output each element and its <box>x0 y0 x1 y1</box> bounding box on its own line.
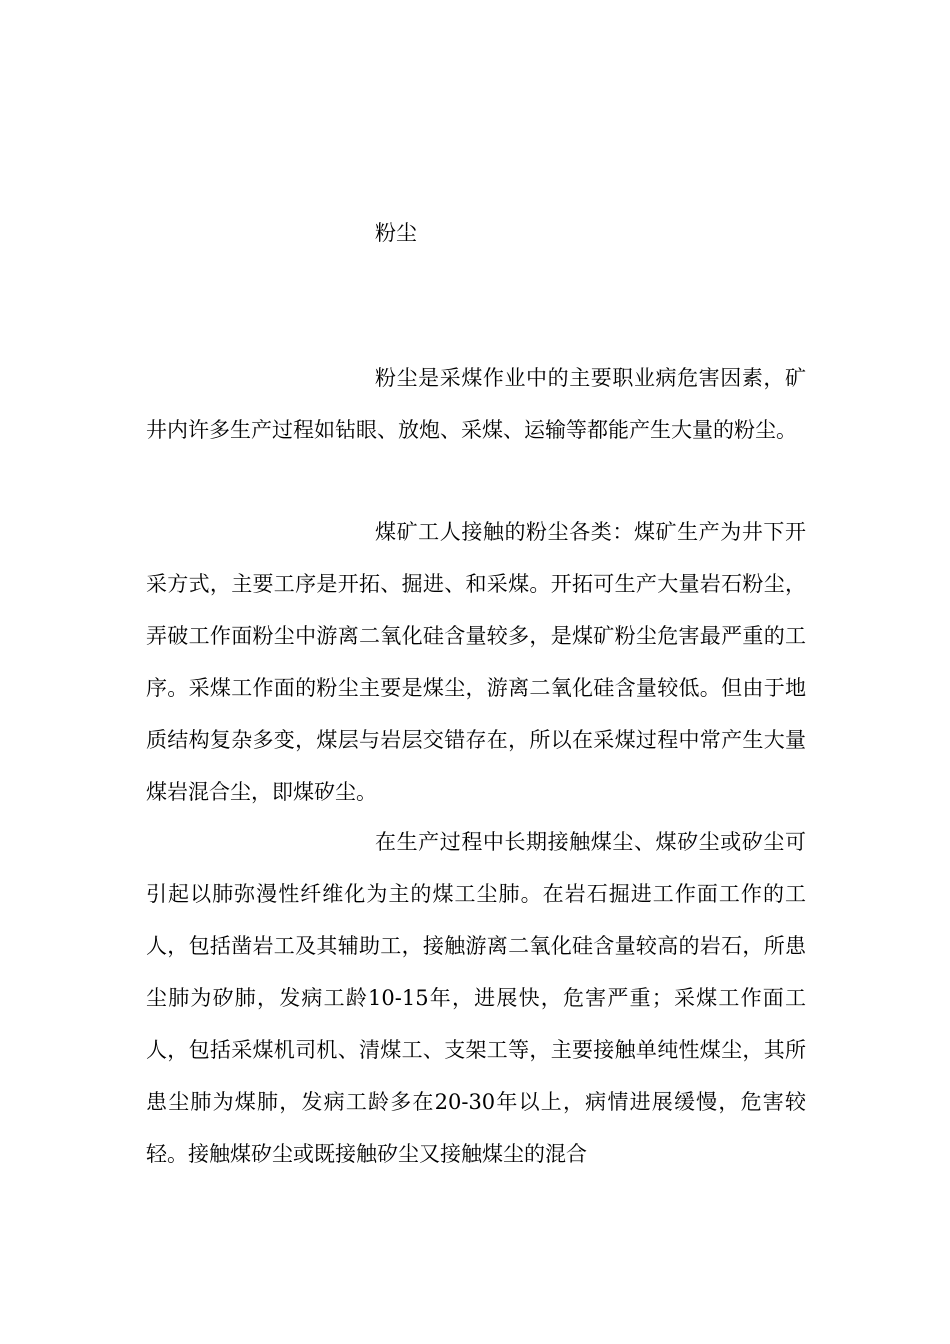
paragraph-3-container <box>146 816 806 1180</box>
paragraph-1-container <box>146 352 806 456</box>
paragraph-dust-hazard: 粉尘是采煤作业中的主要职业病危害因素，矿井内许多生产过程如钻眼、放炮、采煤、运输等都能产生大量的粉尘。 <box>146 366 806 442</box>
paragraph-dust-types: 煤矿工人接触的粉尘各类：煤矿生产为井下开采方式，主要工序是开拓、掘进、和采煤。开拓可生产大量岩石粉尘，弄破工作面粉尘中游离二氧化硅含量较多，是煤矿粉尘危害最严重的工序。采煤工作面的粉尘主要是煤尘，游离二氧化硅含量较低。但由于地质结构复杂多变，煤层与岩层交错存在，所以在采煤过程中常产生大量煤岩混合尘，即煤矽尘。 <box>146 520 806 804</box>
paragraph-2-container <box>146 506 806 818</box>
document-title: 粉尘 <box>375 221 417 245</box>
paragraph-pneumoconiosis: 在生产过程中长期接触煤尘、煤矽尘或矽尘可引起以肺弥漫性纤维化为主的煤工尘肺。在岩石掘进工作面工作的工人，包括凿岩工及其辅助工，接触游离二氧化硅含量较高的岩石，所患尘肺为矽肺，发病工龄10-15年，进展快，危害严重；采煤工作面工人，包括采煤机司机、清煤工、支架工等，主要接触单纯性煤尘，其所患尘肺为煤肺，发病工龄多在20-30年以上，病情进展缓慢，危害较轻。接触煤矽尘或既接触矽尘又接触煤尘的混合 <box>146 830 806 1166</box>
